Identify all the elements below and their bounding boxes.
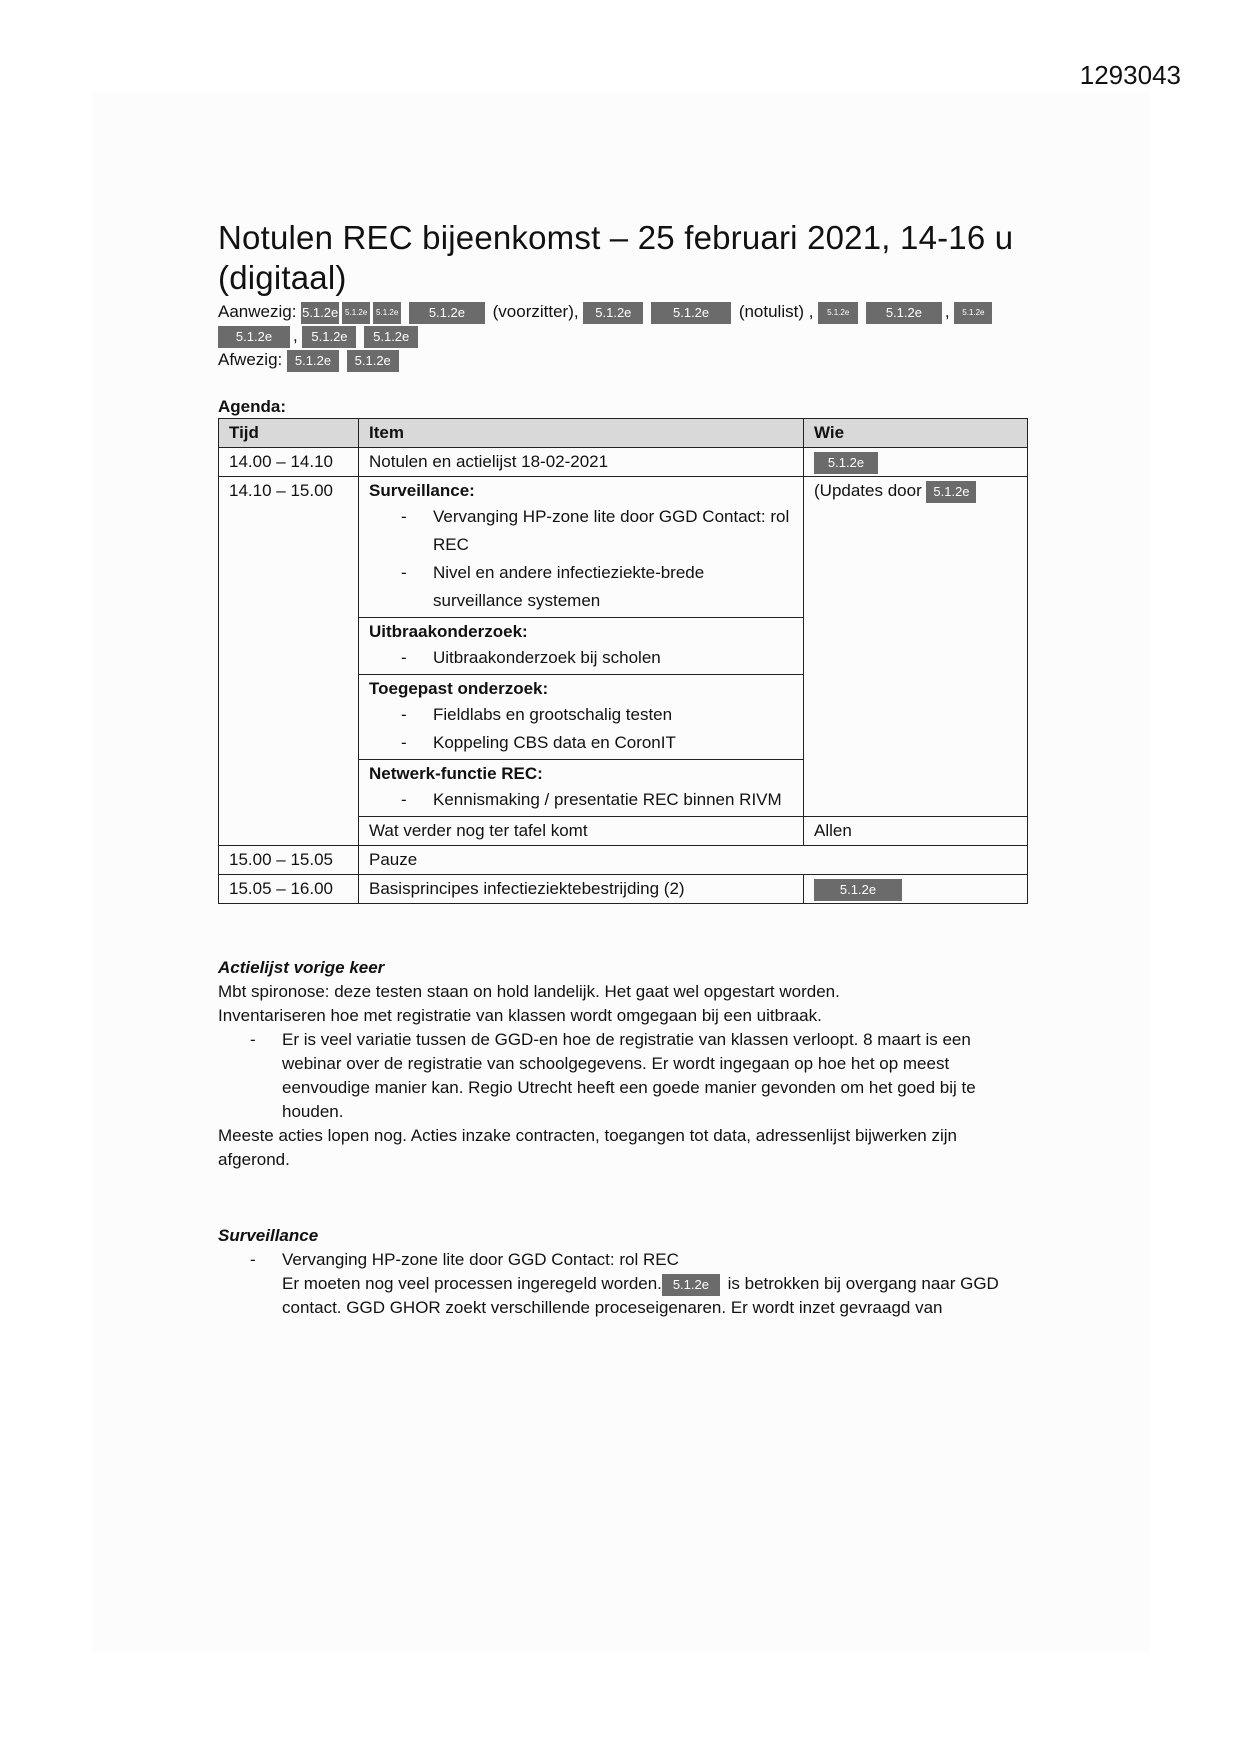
item-cell: Wat verder nog ter tafel komt: [359, 817, 804, 846]
present-label: Aanwezig:: [218, 302, 297, 321]
redaction-box: 5.1.2e: [347, 350, 399, 372]
time-cell: 14.00 – 14.10: [219, 448, 359, 477]
absent-line: [218, 348, 1028, 372]
item-cell: Pauze: [359, 846, 1028, 875]
redaction-box: 5.1.2e: [218, 326, 290, 348]
redaction-box: 5.1.2e: [866, 302, 942, 324]
section-title: Toegepast onderzoek:: [369, 679, 549, 698]
redaction-box: 5.1.2e: [364, 326, 418, 348]
time-cell: 15.00 – 15.05: [219, 846, 359, 875]
list-item: - Kennismaking / presentatie REC binnen RIVM: [401, 786, 793, 814]
list-item: - Uitbraakonderzoek bij scholen: [401, 644, 793, 672]
who-cell: Allen: [804, 817, 1028, 846]
document-number: 1293043: [1079, 60, 1181, 90]
present-line-2: [218, 324, 1028, 348]
redaction-box: 5.1.2e: [662, 1274, 720, 1296]
time-cell: 15.05 – 16.00: [219, 875, 359, 904]
agenda-section: [359, 618, 804, 675]
agenda-label: Agenda:: [218, 397, 286, 416]
list-item: - Vervanging HP-zone lite door GGD Contact: rol REC: [401, 503, 793, 559]
present-line: [218, 300, 1028, 324]
paragraph: Meeste acties lopen nog. Acties inzake contracten, toegangen tot data, adressenlijst bijwerken zijn afgerond.: [218, 1126, 957, 1169]
text-fragment: Er moeten nog veel processen ingeregeld worden.: [282, 1274, 662, 1293]
section-heading-surveillance: Surveillance: [218, 1226, 319, 1245]
who-cell: [804, 477, 1028, 817]
paragraph: Inventariseren hoe met registratie van klassen wordt omgegaan bij een uitbraak.: [218, 1006, 822, 1025]
redaction-box: 5.1.2e: [287, 350, 339, 372]
table-row: [219, 875, 1028, 904]
agenda-section: [359, 477, 804, 618]
time-cell: 14.10 – 15.00: [219, 477, 359, 846]
table-row: [219, 846, 1028, 875]
who-text: (Updates door: [814, 481, 922, 500]
redaction-box: 5.1.2e: [954, 302, 992, 324]
section-title: Netwerk-functie REC:: [369, 764, 543, 783]
chair-suffix: (voorzitter),: [492, 302, 579, 321]
redaction-box: 5.1.2e: [814, 879, 902, 901]
column-header: Tijd: [219, 419, 359, 448]
column-header: Item: [359, 419, 804, 448]
who-cell: [804, 875, 1028, 904]
who-cell: [804, 448, 1028, 477]
redaction-box: 5.1.2e: [818, 302, 858, 324]
redaction-box: 5.1.2e: [409, 302, 485, 324]
comma: ,: [944, 302, 950, 321]
table-header-row: [219, 419, 1028, 448]
column-header: Wie: [804, 419, 1028, 448]
table-row: [219, 448, 1028, 477]
section-heading-actielijst: Actielijst vorige keer: [218, 958, 385, 977]
agenda-section: [359, 675, 804, 760]
minutes-suffix: (notulist) ,: [738, 302, 814, 321]
redaction-box: 5.1.2e: [342, 302, 370, 324]
list-item: - Fieldlabs en grootschalig testen: [401, 701, 793, 729]
paragraph: Mbt spironose: deze testen staan on hold landelijk. Het gaat wel opgestart worden.: [218, 982, 840, 1001]
table-row: [219, 477, 1028, 618]
list-item: - Er is veel variatie tussen de GGD-en hoe de registratie van klassen verloopt. 8 maart is een webinar over de registratie van schoolgegevens. Er wordt ingegaan op hoe het op meest eenvoudige manier kan. Regio Utrecht heeft een goede manier gevonden om het goed bij te houden.: [250, 1028, 1028, 1124]
bullet-text: - Vervanging HP-zone lite door GGD Contact: rol REC: [282, 1250, 679, 1269]
list-item: - Koppeling CBS data en CoronIT: [401, 729, 793, 757]
list-item: - Nivel en andere infectieziekte-brede surveillance systemen: [401, 559, 793, 615]
agenda-section: [359, 760, 804, 817]
comma: ,: [293, 326, 298, 345]
agenda-table: [218, 418, 1028, 904]
redaction-box: 5.1.2e: [926, 481, 976, 503]
list-item: [250, 1248, 1028, 1320]
absent-label: Afwezig:: [218, 350, 283, 369]
redaction-box: 5.1.2e: [302, 326, 356, 348]
item-cell: Basisprincipes infectieziektebestrijding (2): [359, 875, 804, 904]
document-body: [218, 218, 1028, 1320]
text-fragment: is betrokken bij overgang naar GGD contact. GGD GHOR zoekt verschillende proceseigenaren. Er wordt inzet gevraagd van: [282, 1274, 999, 1317]
redaction-box: 5.1.2e: [651, 302, 731, 324]
item-cell: Notulen en actielijst 18-02-2021: [359, 448, 804, 477]
section-title: Uitbraakonderzoek:: [369, 622, 528, 641]
page-title: Notulen REC bijeenkomst – 25 februari 2021, 14-16 u (digitaal): [218, 219, 1014, 296]
paragraph: [282, 1272, 1028, 1320]
redaction-box: 5.1.2e: [583, 302, 643, 324]
section-title: Surveillance:: [369, 481, 475, 500]
redaction-box: 5.1.2e: [301, 302, 339, 324]
redaction-box: 5.1.2e: [814, 452, 878, 474]
redaction-box: 5.1.2e: [373, 302, 401, 324]
